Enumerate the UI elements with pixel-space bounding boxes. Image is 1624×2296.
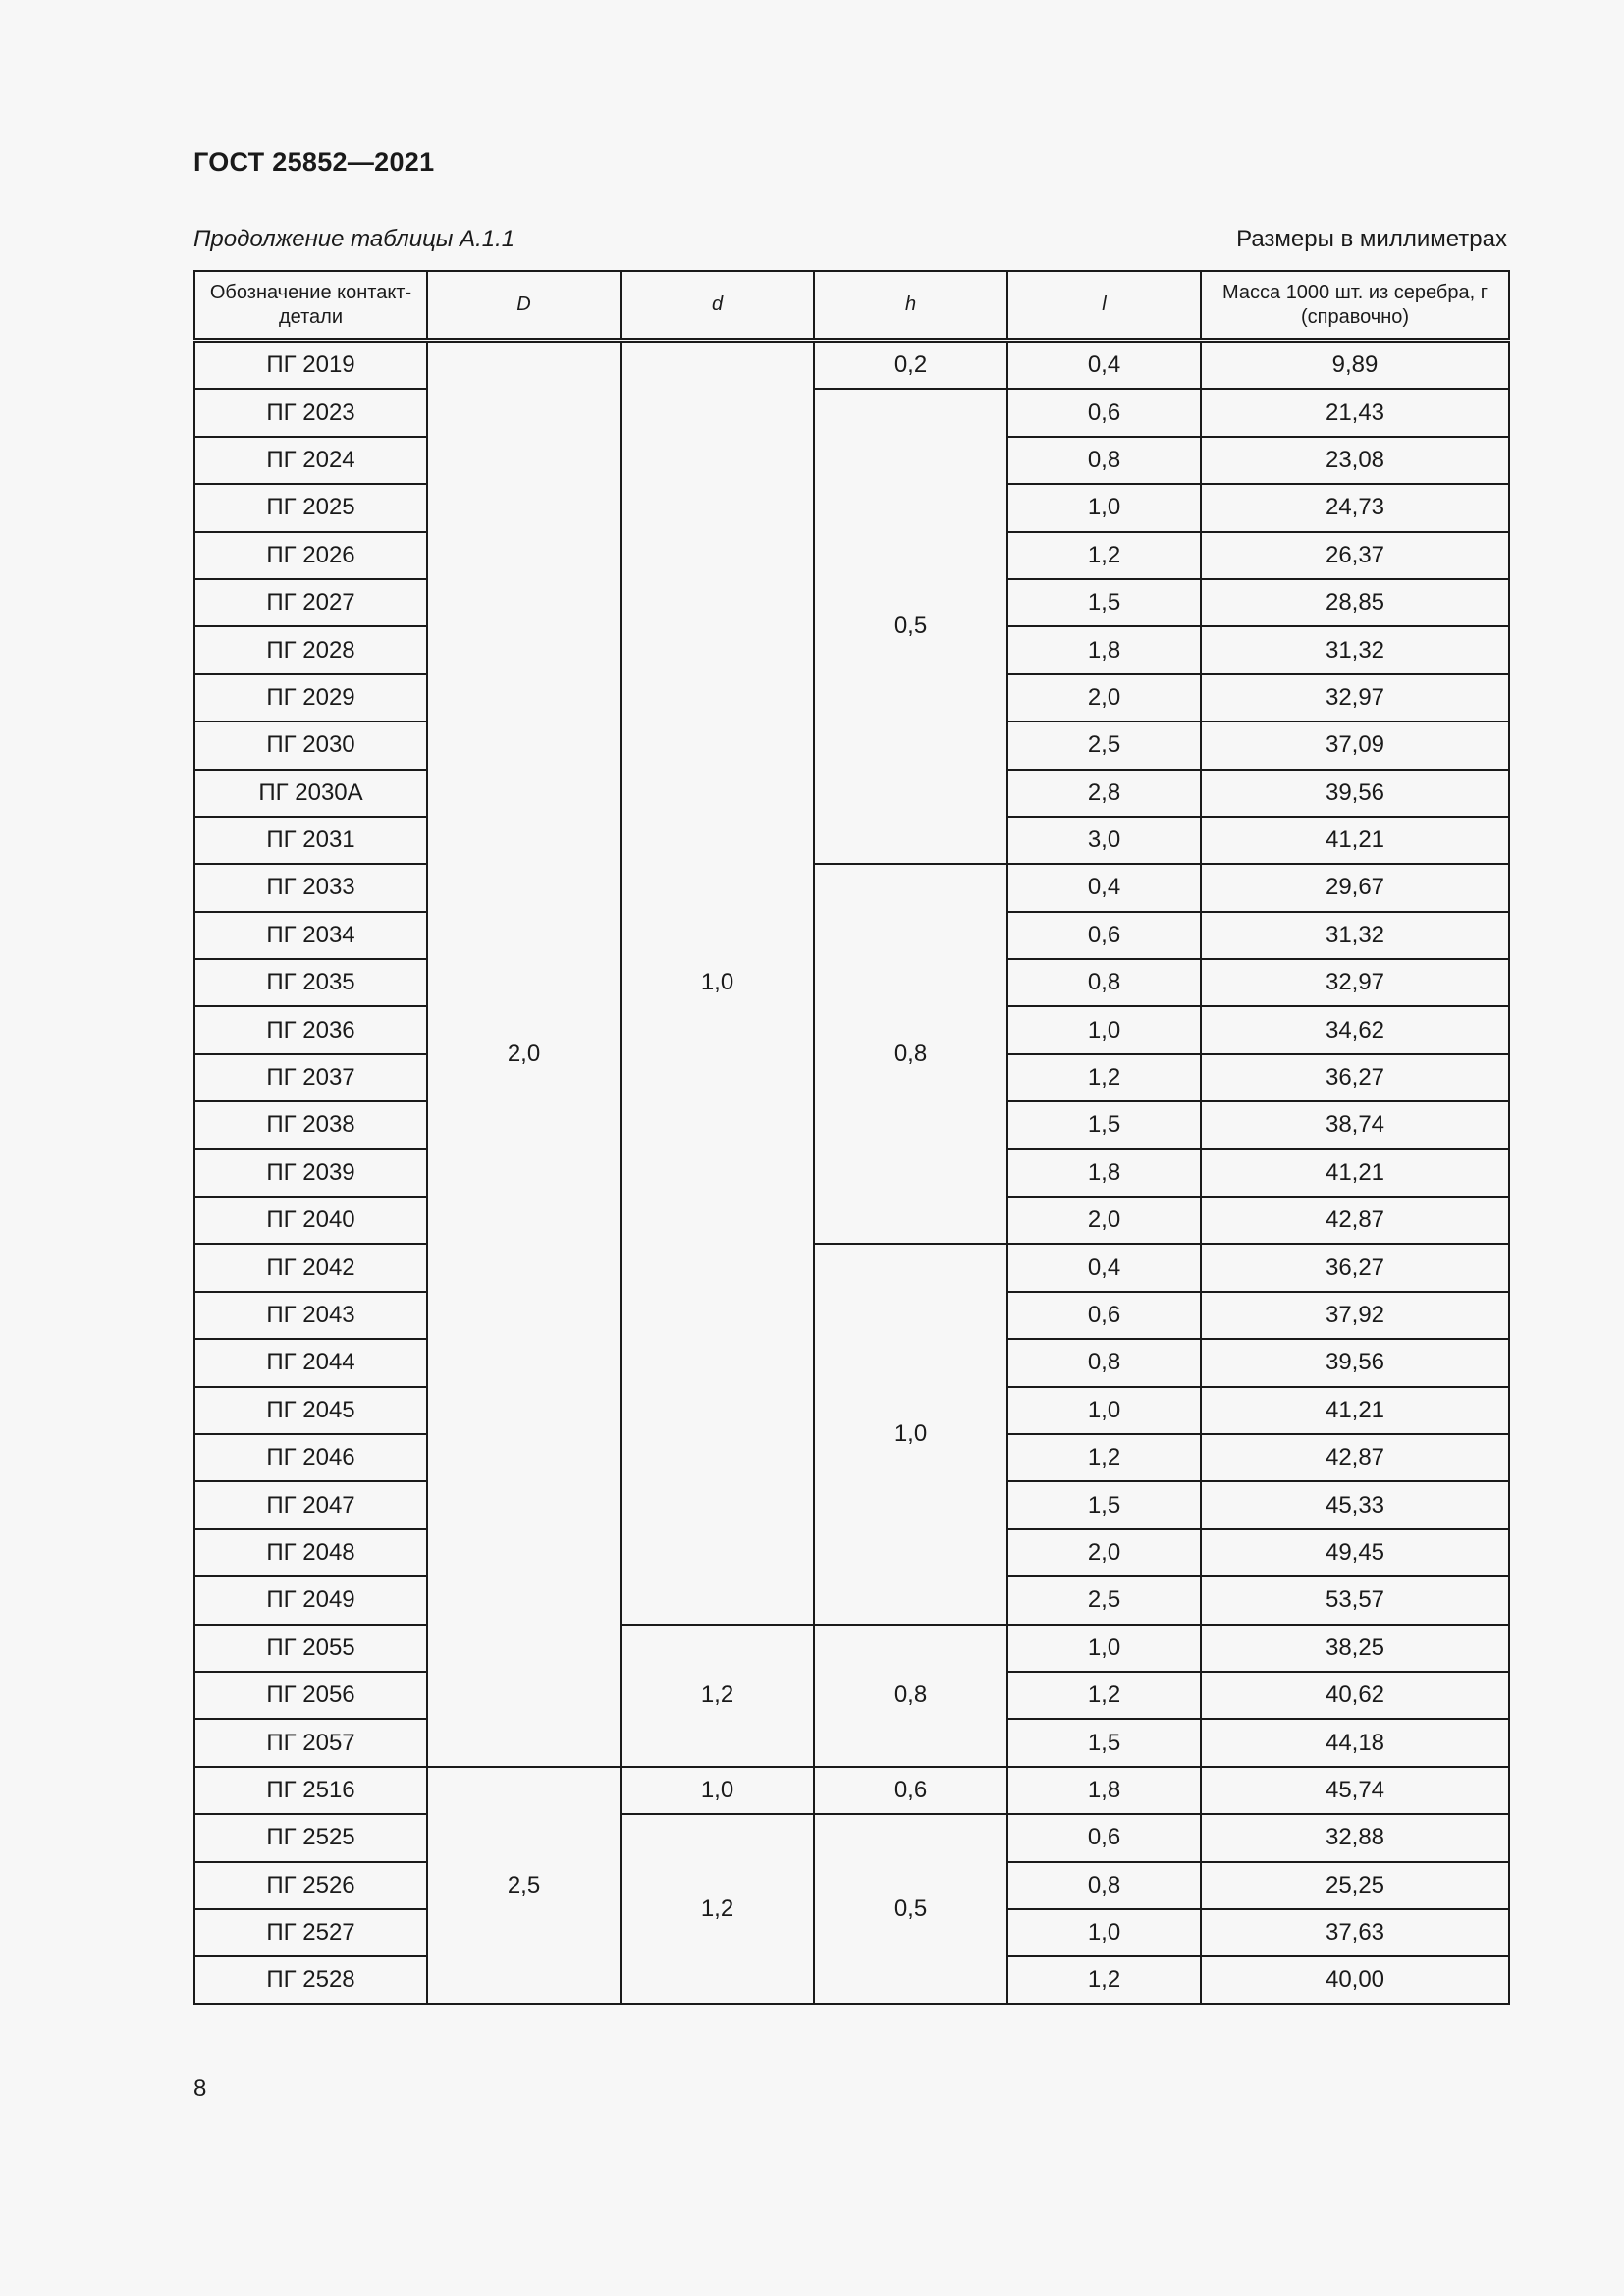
- l-cell: 0,6: [1007, 1814, 1201, 1861]
- table-continuation-caption: Продолжение таблицы А.1.1: [193, 226, 515, 252]
- designation-cell: ПГ 2019: [194, 341, 427, 390]
- designation-cell: ПГ 2526: [194, 1862, 427, 1909]
- l-cell: 0,8: [1007, 1339, 1201, 1386]
- mass-cell: 38,74: [1201, 1101, 1509, 1148]
- designation-cell: ПГ 2527: [194, 1909, 427, 1956]
- mass-cell: 21,43: [1201, 389, 1509, 436]
- l-cell: 1,0: [1007, 1625, 1201, 1672]
- designation-cell: ПГ 2057: [194, 1719, 427, 1766]
- mass-cell: 40,00: [1201, 1956, 1509, 2003]
- standard-title: ГОСТ 25852—2021: [193, 147, 435, 177]
- l-cell: 1,2: [1007, 532, 1201, 579]
- d-cell: 1,2: [621, 1814, 814, 2004]
- l-cell: 0,8: [1007, 959, 1201, 1006]
- designation-cell: ПГ 2024: [194, 437, 427, 484]
- mass-cell: 32,97: [1201, 959, 1509, 1006]
- l-cell: 1,2: [1007, 1956, 1201, 2003]
- mass-cell: 41,21: [1201, 1387, 1509, 1434]
- designation-cell: ПГ 2042: [194, 1244, 427, 1291]
- mass-cell: 31,32: [1201, 912, 1509, 959]
- table-header-row: [194, 271, 1509, 341]
- l-cell: 0,4: [1007, 341, 1201, 390]
- designation-cell: ПГ 2516: [194, 1767, 427, 1814]
- h-cell: 0,5: [814, 1814, 1007, 2004]
- h-cell: 0,8: [814, 1625, 1007, 1767]
- table-row: [194, 341, 1509, 390]
- mass-cell: 9,89: [1201, 341, 1509, 390]
- mass-cell: 26,37: [1201, 532, 1509, 579]
- l-cell: 0,6: [1007, 389, 1201, 436]
- designation-cell: ПГ 2528: [194, 1956, 427, 2003]
- mass-cell: 39,56: [1201, 770, 1509, 817]
- mass-cell: 36,27: [1201, 1244, 1509, 1291]
- l-cell: 1,5: [1007, 579, 1201, 626]
- l-cell: 1,8: [1007, 626, 1201, 673]
- mass-cell: 41,21: [1201, 817, 1509, 864]
- l-cell: 2,5: [1007, 721, 1201, 769]
- designation-cell: ПГ 2045: [194, 1387, 427, 1434]
- designation-cell: ПГ 2025: [194, 484, 427, 531]
- designation-cell: ПГ 2031: [194, 817, 427, 864]
- designation-cell: ПГ 2046: [194, 1434, 427, 1481]
- l-cell: 1,0: [1007, 1006, 1201, 1053]
- mass-cell: 28,85: [1201, 579, 1509, 626]
- designation-cell: ПГ 2037: [194, 1054, 427, 1101]
- table-row: [194, 389, 1509, 436]
- mass-cell: 24,73: [1201, 484, 1509, 531]
- mass-cell: 32,97: [1201, 674, 1509, 721]
- l-cell: 1,0: [1007, 1909, 1201, 1956]
- h-cell: 0,6: [814, 1767, 1007, 1814]
- designation-cell: ПГ 2040: [194, 1197, 427, 1244]
- table-row: [194, 1625, 1509, 1672]
- mass-cell: 37,63: [1201, 1909, 1509, 1956]
- header-d: d: [621, 271, 814, 341]
- header-l: l: [1007, 271, 1201, 341]
- l-cell: 1,8: [1007, 1149, 1201, 1197]
- D-cell: 2,5: [427, 1767, 621, 2004]
- l-cell: 0,6: [1007, 912, 1201, 959]
- l-cell: 1,2: [1007, 1054, 1201, 1101]
- d-cell: 1,0: [621, 1767, 814, 1814]
- table-row: [194, 1244, 1509, 1291]
- mass-cell: 38,25: [1201, 1625, 1509, 1672]
- units-caption: Размеры в миллиметрах: [1236, 226, 1507, 252]
- designation-cell: ПГ 2033: [194, 864, 427, 911]
- designation-cell: ПГ 2027: [194, 579, 427, 626]
- designation-cell: ПГ 2029: [194, 674, 427, 721]
- mass-cell: 32,88: [1201, 1814, 1509, 1861]
- l-cell: 2,0: [1007, 674, 1201, 721]
- mass-cell: 31,32: [1201, 626, 1509, 673]
- designation-cell: ПГ 2055: [194, 1625, 427, 1672]
- mass-cell: 41,21: [1201, 1149, 1509, 1197]
- l-cell: 1,0: [1007, 484, 1201, 531]
- mass-cell: 39,56: [1201, 1339, 1509, 1386]
- header-D: D: [427, 271, 621, 341]
- designation-cell: ПГ 2056: [194, 1672, 427, 1719]
- mass-cell: 45,74: [1201, 1767, 1509, 1814]
- d-cell: 1,0: [621, 341, 814, 1625]
- l-cell: 2,5: [1007, 1576, 1201, 1624]
- table-row: [194, 864, 1509, 911]
- l-cell: 1,5: [1007, 1719, 1201, 1766]
- mass-cell: 37,92: [1201, 1292, 1509, 1339]
- l-cell: 2,0: [1007, 1197, 1201, 1244]
- mass-cell: 37,09: [1201, 721, 1509, 769]
- page-number: 8: [193, 2075, 207, 2102]
- h-cell: 0,5: [814, 389, 1007, 864]
- l-cell: 0,4: [1007, 864, 1201, 911]
- mass-cell: 25,25: [1201, 1862, 1509, 1909]
- designation-cell: ПГ 2030: [194, 721, 427, 769]
- l-cell: 0,8: [1007, 1862, 1201, 1909]
- mass-cell: 34,62: [1201, 1006, 1509, 1053]
- mass-cell: 44,18: [1201, 1719, 1509, 1766]
- l-cell: 0,6: [1007, 1292, 1201, 1339]
- d-cell: 1,2: [621, 1625, 814, 1767]
- l-cell: 1,5: [1007, 1481, 1201, 1528]
- l-cell: 1,8: [1007, 1767, 1201, 1814]
- designation-cell: ПГ 2036: [194, 1006, 427, 1053]
- designation-cell: ПГ 2028: [194, 626, 427, 673]
- designation-cell: ПГ 2038: [194, 1101, 427, 1148]
- mass-cell: 36,27: [1201, 1054, 1509, 1101]
- mass-cell: 42,87: [1201, 1197, 1509, 1244]
- designation-cell: ПГ 2048: [194, 1529, 427, 1576]
- l-cell: 1,2: [1007, 1434, 1201, 1481]
- D-cell: 2,0: [427, 341, 621, 1767]
- header-h: h: [814, 271, 1007, 341]
- l-cell: 0,4: [1007, 1244, 1201, 1291]
- designation-cell: ПГ 2030А: [194, 770, 427, 817]
- designation-cell: ПГ 2035: [194, 959, 427, 1006]
- designation-cell: ПГ 2034: [194, 912, 427, 959]
- l-cell: 1,0: [1007, 1387, 1201, 1434]
- table-row: [194, 1814, 1509, 1861]
- l-cell: 1,2: [1007, 1672, 1201, 1719]
- designation-cell: ПГ 2044: [194, 1339, 427, 1386]
- mass-cell: 42,87: [1201, 1434, 1509, 1481]
- table-row: [194, 1767, 1509, 1814]
- contact-parts-table: [193, 270, 1510, 2005]
- l-cell: 1,5: [1007, 1101, 1201, 1148]
- h-cell: 0,8: [814, 864, 1007, 1244]
- header-designation: Обозначение контакт-детали: [194, 271, 427, 341]
- designation-cell: ПГ 2043: [194, 1292, 427, 1339]
- mass-cell: 53,57: [1201, 1576, 1509, 1624]
- designation-cell: ПГ 2049: [194, 1576, 427, 1624]
- mass-cell: 29,67: [1201, 864, 1509, 911]
- mass-cell: 23,08: [1201, 437, 1509, 484]
- l-cell: 2,0: [1007, 1529, 1201, 1576]
- header-mass: Масса 1000 шт. из серебра, г (справочно): [1201, 271, 1509, 341]
- designation-cell: ПГ 2047: [194, 1481, 427, 1528]
- mass-cell: 45,33: [1201, 1481, 1509, 1528]
- l-cell: 0,8: [1007, 437, 1201, 484]
- designation-cell: ПГ 2023: [194, 389, 427, 436]
- l-cell: 2,8: [1007, 770, 1201, 817]
- designation-cell: ПГ 2525: [194, 1814, 427, 1861]
- l-cell: 3,0: [1007, 817, 1201, 864]
- mass-cell: 49,45: [1201, 1529, 1509, 1576]
- designation-cell: ПГ 2039: [194, 1149, 427, 1197]
- h-cell: 1,0: [814, 1244, 1007, 1624]
- designation-cell: ПГ 2026: [194, 532, 427, 579]
- h-cell: 0,2: [814, 341, 1007, 390]
- mass-cell: 40,62: [1201, 1672, 1509, 1719]
